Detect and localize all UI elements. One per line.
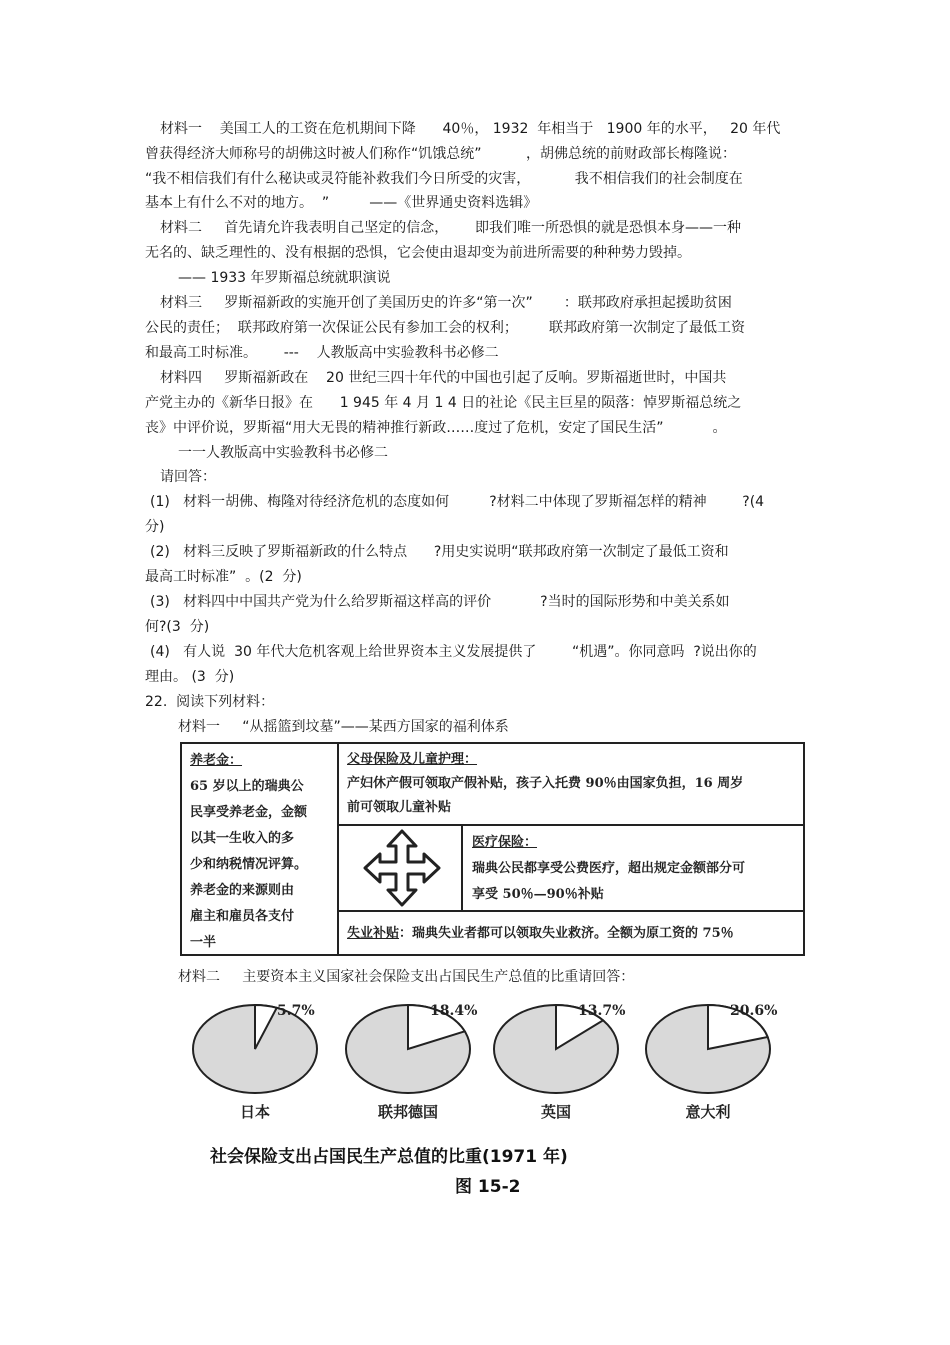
question-3-line-2: 何?(3 分) [145,619,210,635]
material-1-line-4: 基本上有什么不对的地方。 ” ——《世界通史资料选辑》 [145,195,538,211]
material-3-line-1: 材料三 罗斯福新政的实施开创了美国历史的许多“第一次” ：联邦政府承担起援助贫困 [160,295,732,311]
pie-2 [346,1003,477,1121]
pie-4 [646,1003,777,1121]
material-4-line-3: 丧》中评价说，罗斯福“用大无畏的精神推行新政……度过了危机，安定了国民生活” 。 [145,420,727,436]
material-1-line-2: 曾获得经济大师称号的胡佛这时被人们称作“饥饿总统” ，胡佛总统的前财政部长梅隆说： [145,146,737,162]
material-3-line-3: 和最高工时标准。 --- 人教版高中实验教科书必修二 [145,345,499,361]
four-way-arrow-icon [362,828,442,908]
welfare-table [180,742,805,956]
pie-value-label: 20.6% [730,1003,778,1019]
parents-cell [347,748,802,820]
parents-line: 产妇休产假可领取产假补贴，孩子入托费 90％由国家负担，16 周岁 [347,776,744,791]
please-answer: 请回答： [160,469,216,485]
material-1-line-1: 材料一 美国工人的工资在危机期间下降 40％， 1932 年相当于 1900 年的水平， 20 年代 [160,121,781,137]
unemployment-text: ：瑞典失业者都可以领取失业救济。全额为原工资的 75％ [399,926,734,941]
medical-cell [472,830,802,908]
question-1-line-1: (1) 材料一胡佛、梅隆对待经济危机的态度如何 ?材料二中体现了罗斯福怎样的精神 ?(4 [150,494,765,510]
question-22-heading: 22. 阅读下列材料： [145,694,275,710]
pie-value-label: 18.4% [430,1003,478,1019]
material-3-line-2: 公民的责任； 联邦政府第一次保证公民有参加工会的权利； 联邦政府第一次制定了最低工资 [145,320,746,336]
pension-line: 养老金的来源则由 [190,883,295,898]
pension-line: 民享受养老金，金额 [190,805,308,820]
material-4-line-1: 材料四 罗斯福新政在 20 世纪三四十年代的中国也引起了反响。罗斯福逝世时，中国共 [160,370,727,386]
pension-title: 养老金： [190,753,243,768]
material-1-line-3: “我不相信我们有什么秘诀或灵符能补救我们今日所受的灾害， 我不相信我们的社会制度在 [145,171,743,187]
unemployment-cell [347,924,802,944]
pie-country-label: 英国 [540,1103,572,1121]
pie-3 [494,1003,625,1121]
material-2-line-2: 无名的、缺乏理性的、没有根据的恐惧，它会使由退却变为前进所需要的种种势力毁掉。 [145,245,691,261]
parents-title: 父母保险及儿童护理： [347,752,478,767]
material-4-line-2: 产党主办的《新华日报》在 1 945 年 4 月 1 4 日的社论《民主巨星的陨落：悼罗斯福总统之 [145,395,742,411]
figure-label: 图 15-2 [455,1177,521,1197]
pie-country-label: 日本 [239,1103,271,1121]
material-2-line-1: 材料二 首先请允许我表明自己坚定的信念， 即我们唯一所恐惧的就是恐惧本身——一种 [160,220,741,236]
question-4-line-1: (4) 有人说 30 年代大危机客观上给世界资本主义发展提供了 “机遇”。你同意吗 ?说出你的 [150,644,757,660]
pension-cell [190,748,335,956]
question-2-line-2: 最高工时标准” 。(2 分) [145,569,302,585]
chart-title: 社会保险支出占国民生产总值的比重(1971 年) [210,1147,568,1167]
pension-line: 以其一生收入的多 [190,831,295,846]
question-3-line-1: (3) 材料四中中国共产党为什么给罗斯福这样高的评价 ?当时的国际形势和中美关系如 [150,594,730,610]
parents-line: 前可领取儿童补贴 [347,800,452,815]
pie-charts [180,995,820,1125]
question-1-line-2: 分) [145,519,165,535]
pie-value-label: 13.7% [578,1003,626,1019]
question-22-material-2: 材料二 主要资本主义国家社会保险支出占国民生产总值的比重请回答： [178,969,635,985]
unemployment-title: 失业补贴 [347,926,400,941]
question-22-material-1: 材料一 “从摇篮到坟墓”——某西方国家的福利体系 [178,719,509,735]
pie-value-label: 5.7% [277,1003,315,1019]
pie-country-label: 意大利 [685,1103,731,1121]
medical-line: 享受 50％—90％补贴 [472,887,604,902]
question-4-line-2: 理由。 (3 分) [145,669,235,685]
material-2-source: —— 1933 年罗斯福总统就职演说 [178,270,391,286]
pension-line: 雇主和雇员各支付 [190,909,295,924]
medical-title: 医疗保险： [472,835,538,850]
pie-1 [193,1003,317,1121]
material-4-source: 一一人教版高中实验教科书必修二 [178,445,388,461]
pension-line: 少和纳税情况评算。 [190,857,308,872]
pension-line: 一半 [190,935,217,950]
pie-country-label: 联邦德国 [377,1103,439,1121]
question-2-line-1: (2) 材料三反映了罗斯福新政的什么特点 ?用史实说明“联邦政府第一次制定了最低工资和 [150,544,729,560]
medical-line: 瑞典公民都享受公费医疗，超出规定金额部分可 [472,861,746,876]
pension-line: 65 岁以上的瑞典公 [190,779,304,794]
